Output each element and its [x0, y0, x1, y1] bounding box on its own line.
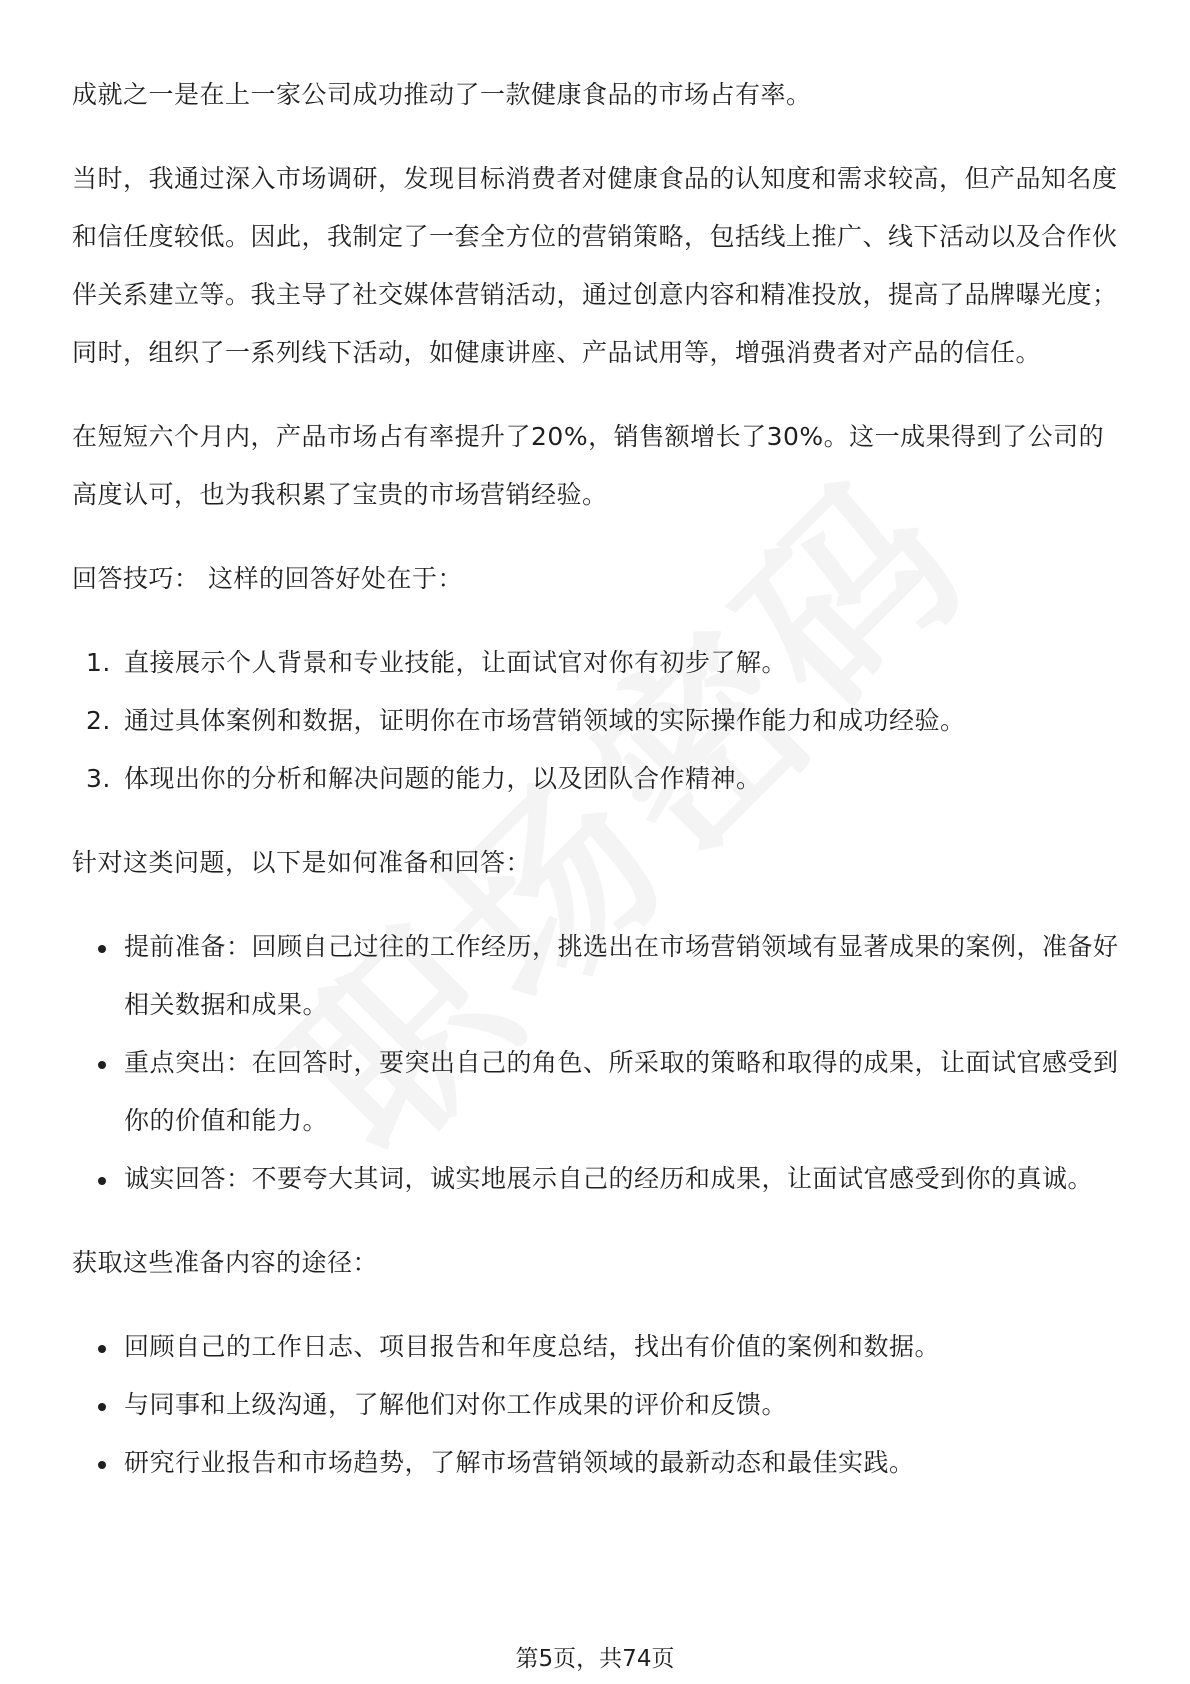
list-item-text: 与同事和上级沟通，了解他们对你工作成果的评价和反馈。	[124, 1390, 788, 1419]
list-item	[72, 1318, 1122, 1376]
paragraph-achievement: 成就之一是在上一家公司成功推动了一款健康食品的市场占有率。	[72, 80, 812, 109]
list-item-text: 提前准备：回顾自己过往的工作经历，挑选出在市场营销领域有显著成果的案例，准备好相关数据和成果。	[124, 932, 1119, 1019]
paragraph-result: 在短短六个月内，产品市场占有率提升了20%，销售额增长了30%。这一成果得到了公司的高度认可，也为我积累了宝贵的市场营销经验。	[72, 422, 1105, 509]
bullet-icon	[98, 945, 106, 953]
document-page	[72, 66, 1122, 1492]
list-item	[72, 918, 1122, 1034]
list-item-text: 直接展示个人背景和专业技能，让面试官对你有初步了解。	[124, 648, 788, 677]
sources-heading: 获取这些准备内容的途径：	[72, 1248, 379, 1277]
list-item	[72, 1034, 1122, 1150]
list-item	[72, 1434, 1122, 1492]
prep-heading: 针对这类问题，以下是如何准备和回答：	[72, 848, 532, 877]
list-item-text: 体现出你的分析和解决问题的能力，以及团队合作精神。	[124, 764, 762, 793]
bullet-icon	[98, 1461, 106, 1469]
list-item-text: 研究行业报告和市场趋势，了解市场营销领域的最新动态和最佳实践。	[124, 1448, 915, 1477]
paragraph-strategy: 当时，我通过深入市场调研，发现目标消费者对健康食品的认知度和需求较高，但产品知名度和信任度较低。因此，我制定了一套全方位的营销策略，包括线上推广、线下活动以及合作伙伴关系建立等。我主导了社交媒体营销活动，通过创意内容和精准投放，提高了品牌曝光度；同时，组织了一系列线下活动，如健康讲座、产品试用等，增强消费者对产品的信任。	[72, 164, 1118, 367]
list-item	[72, 692, 1122, 750]
prep-list	[72, 918, 1122, 1208]
list-item-text: 通过具体案例和数据，证明你在市场营销领域的实际操作能力和成功经验。	[124, 706, 966, 735]
list-item	[72, 1150, 1122, 1208]
page-number-footer: 第5页，共74页	[515, 1646, 675, 1672]
list-item-text: 重点突出：在回答时，要突出自己的角色、所采取的策略和取得的成果，让面试官感受到你的价值和能力。	[124, 1048, 1119, 1135]
list-item-text: 诚实回答：不要夸大其词，诚实地展示自己的经历和成果，让面试官感受到你的真诚。	[124, 1164, 1094, 1193]
bullet-icon	[98, 1177, 106, 1185]
tips-list	[72, 634, 1122, 808]
bullet-icon	[98, 1403, 106, 1411]
list-item	[72, 634, 1122, 692]
list-item	[72, 750, 1122, 808]
list-item	[72, 1376, 1122, 1434]
list-number: 2.	[86, 706, 111, 735]
bullet-icon	[98, 1345, 106, 1353]
list-number: 1.	[86, 648, 111, 677]
paragraph-tips-heading: 回答技巧： 这样的回答好处在于：	[72, 564, 463, 593]
list-number: 3.	[86, 764, 111, 793]
sources-list	[72, 1318, 1122, 1492]
list-item-text: 回顾自己的工作日志、项目报告和年度总结，找出有价值的案例和数据。	[124, 1332, 941, 1361]
bullet-icon	[98, 1061, 106, 1069]
